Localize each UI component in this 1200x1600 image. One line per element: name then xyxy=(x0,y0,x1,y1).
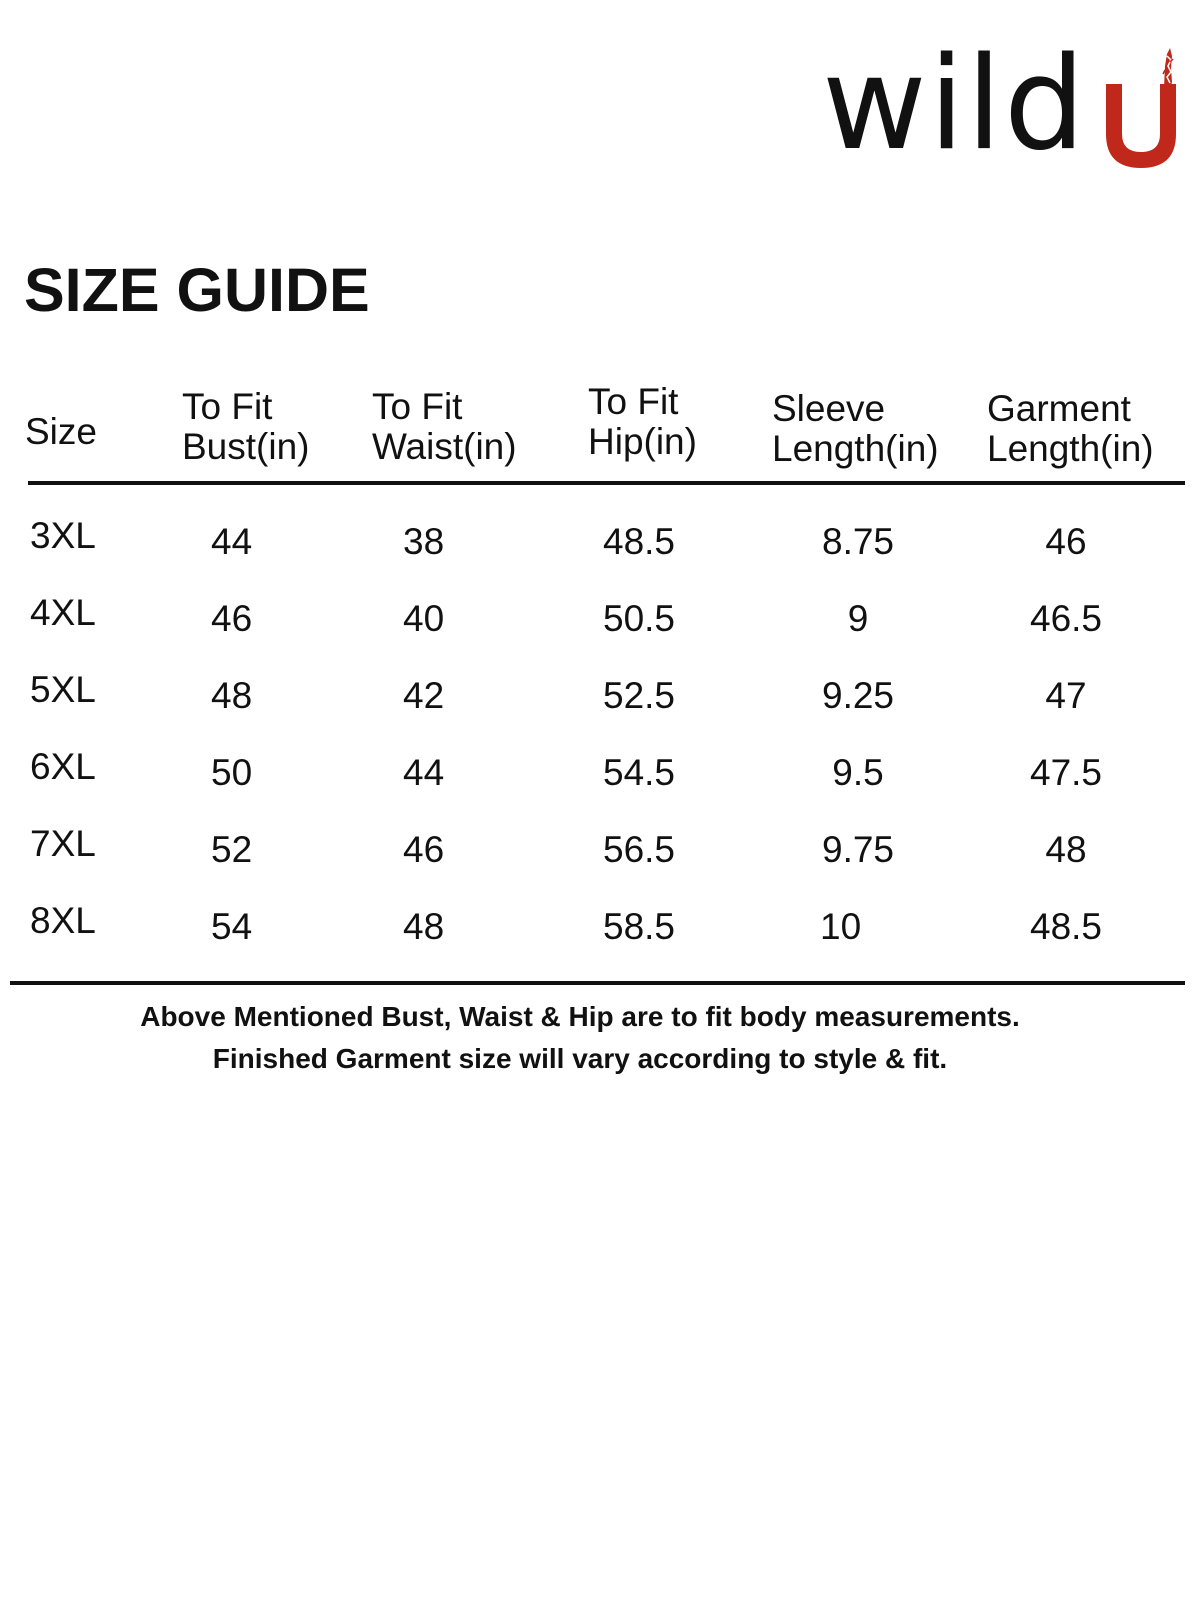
header-line: Garment xyxy=(987,388,1131,429)
cell-sleeve-length: 9.25 xyxy=(822,675,895,716)
cell-bust: 50 xyxy=(211,752,253,793)
brand-logo-word: wild xyxy=(822,30,1088,179)
cell-hip: 48.5 xyxy=(603,521,676,562)
cell-waist: 42 xyxy=(403,675,445,716)
header-line: Length(in) xyxy=(987,428,1154,469)
table-row xyxy=(0,589,1200,649)
header-line: To Fit xyxy=(372,386,463,427)
cell-waist: 46 xyxy=(403,829,445,870)
cell-size: 3XL xyxy=(30,515,96,556)
cell-garment-length: 46 xyxy=(1045,521,1087,562)
table-row xyxy=(0,820,1200,880)
table-row xyxy=(0,512,1200,572)
cell-hip: 52.5 xyxy=(603,675,676,716)
cell-bust: 44 xyxy=(211,521,253,562)
cell-hip: 58.5 xyxy=(603,906,676,947)
cell-garment-length: 48 xyxy=(1045,829,1087,870)
cell-garment-length: 48.5 xyxy=(1030,906,1103,947)
header-line: Length(in) xyxy=(772,428,939,469)
cell-waist: 40 xyxy=(403,598,445,639)
header-divider xyxy=(28,481,1185,485)
cell-bust: 46 xyxy=(211,598,253,639)
cell-waist: 38 xyxy=(403,521,445,562)
brand-logo-mark xyxy=(1104,46,1178,172)
cell-hip: 54.5 xyxy=(603,752,676,793)
header-line: Waist(in) xyxy=(372,426,517,467)
note-line: Above Mentioned Bust, Waist & Hip are to fit body measurements. xyxy=(140,1001,1020,1032)
cell-waist: 44 xyxy=(403,752,445,793)
table-row xyxy=(0,666,1200,726)
cell-bust: 54 xyxy=(211,906,253,947)
cell-sleeve-length: 9.75 xyxy=(822,829,895,870)
header-line: Hip(in) xyxy=(588,421,697,462)
header-line: Sleeve xyxy=(772,388,886,429)
cell-garment-length: 47.5 xyxy=(1030,752,1103,793)
size-note xyxy=(0,996,1160,1080)
cell-hip: 56.5 xyxy=(603,829,676,870)
cell-bust: 52 xyxy=(211,829,253,870)
page-title: SIZE GUIDE xyxy=(24,256,370,324)
header-line: To Fit xyxy=(588,381,679,422)
cell-hip: 50.5 xyxy=(603,598,676,639)
cell-sleeve-length: 10 xyxy=(820,906,862,947)
cell-sleeve-length: 9 xyxy=(847,598,869,639)
table-row xyxy=(0,897,1200,957)
column-header-bust xyxy=(182,387,309,467)
cell-size: 5XL xyxy=(30,669,96,710)
cell-waist: 48 xyxy=(403,906,445,947)
header-line: Bust(in) xyxy=(182,426,310,467)
cell-sleeve-length: 9.5 xyxy=(832,752,884,793)
cell-size: 8XL xyxy=(30,900,96,941)
note-line: Finished Garment size will vary according to style & fit. xyxy=(212,1043,948,1074)
column-header-hip xyxy=(588,382,697,462)
header-line: Size xyxy=(25,411,97,452)
cell-garment-length: 46.5 xyxy=(1030,598,1103,639)
cell-size: 4XL xyxy=(30,592,96,633)
cell-size: 7XL xyxy=(30,823,96,864)
column-header-waist xyxy=(372,387,517,467)
header-line: To Fit xyxy=(182,386,273,427)
cell-sleeve-length: 8.75 xyxy=(822,521,895,562)
column-header-size xyxy=(25,412,97,452)
cell-garment-length: 47 xyxy=(1045,675,1087,716)
brand-logo xyxy=(822,30,1182,180)
column-header-garment-length xyxy=(987,389,1154,469)
column-header-sleeve-length xyxy=(772,389,939,469)
table-bottom-divider xyxy=(10,981,1185,985)
cell-bust: 48 xyxy=(211,675,253,716)
table-row xyxy=(0,743,1200,803)
cell-size: 6XL xyxy=(30,746,96,787)
